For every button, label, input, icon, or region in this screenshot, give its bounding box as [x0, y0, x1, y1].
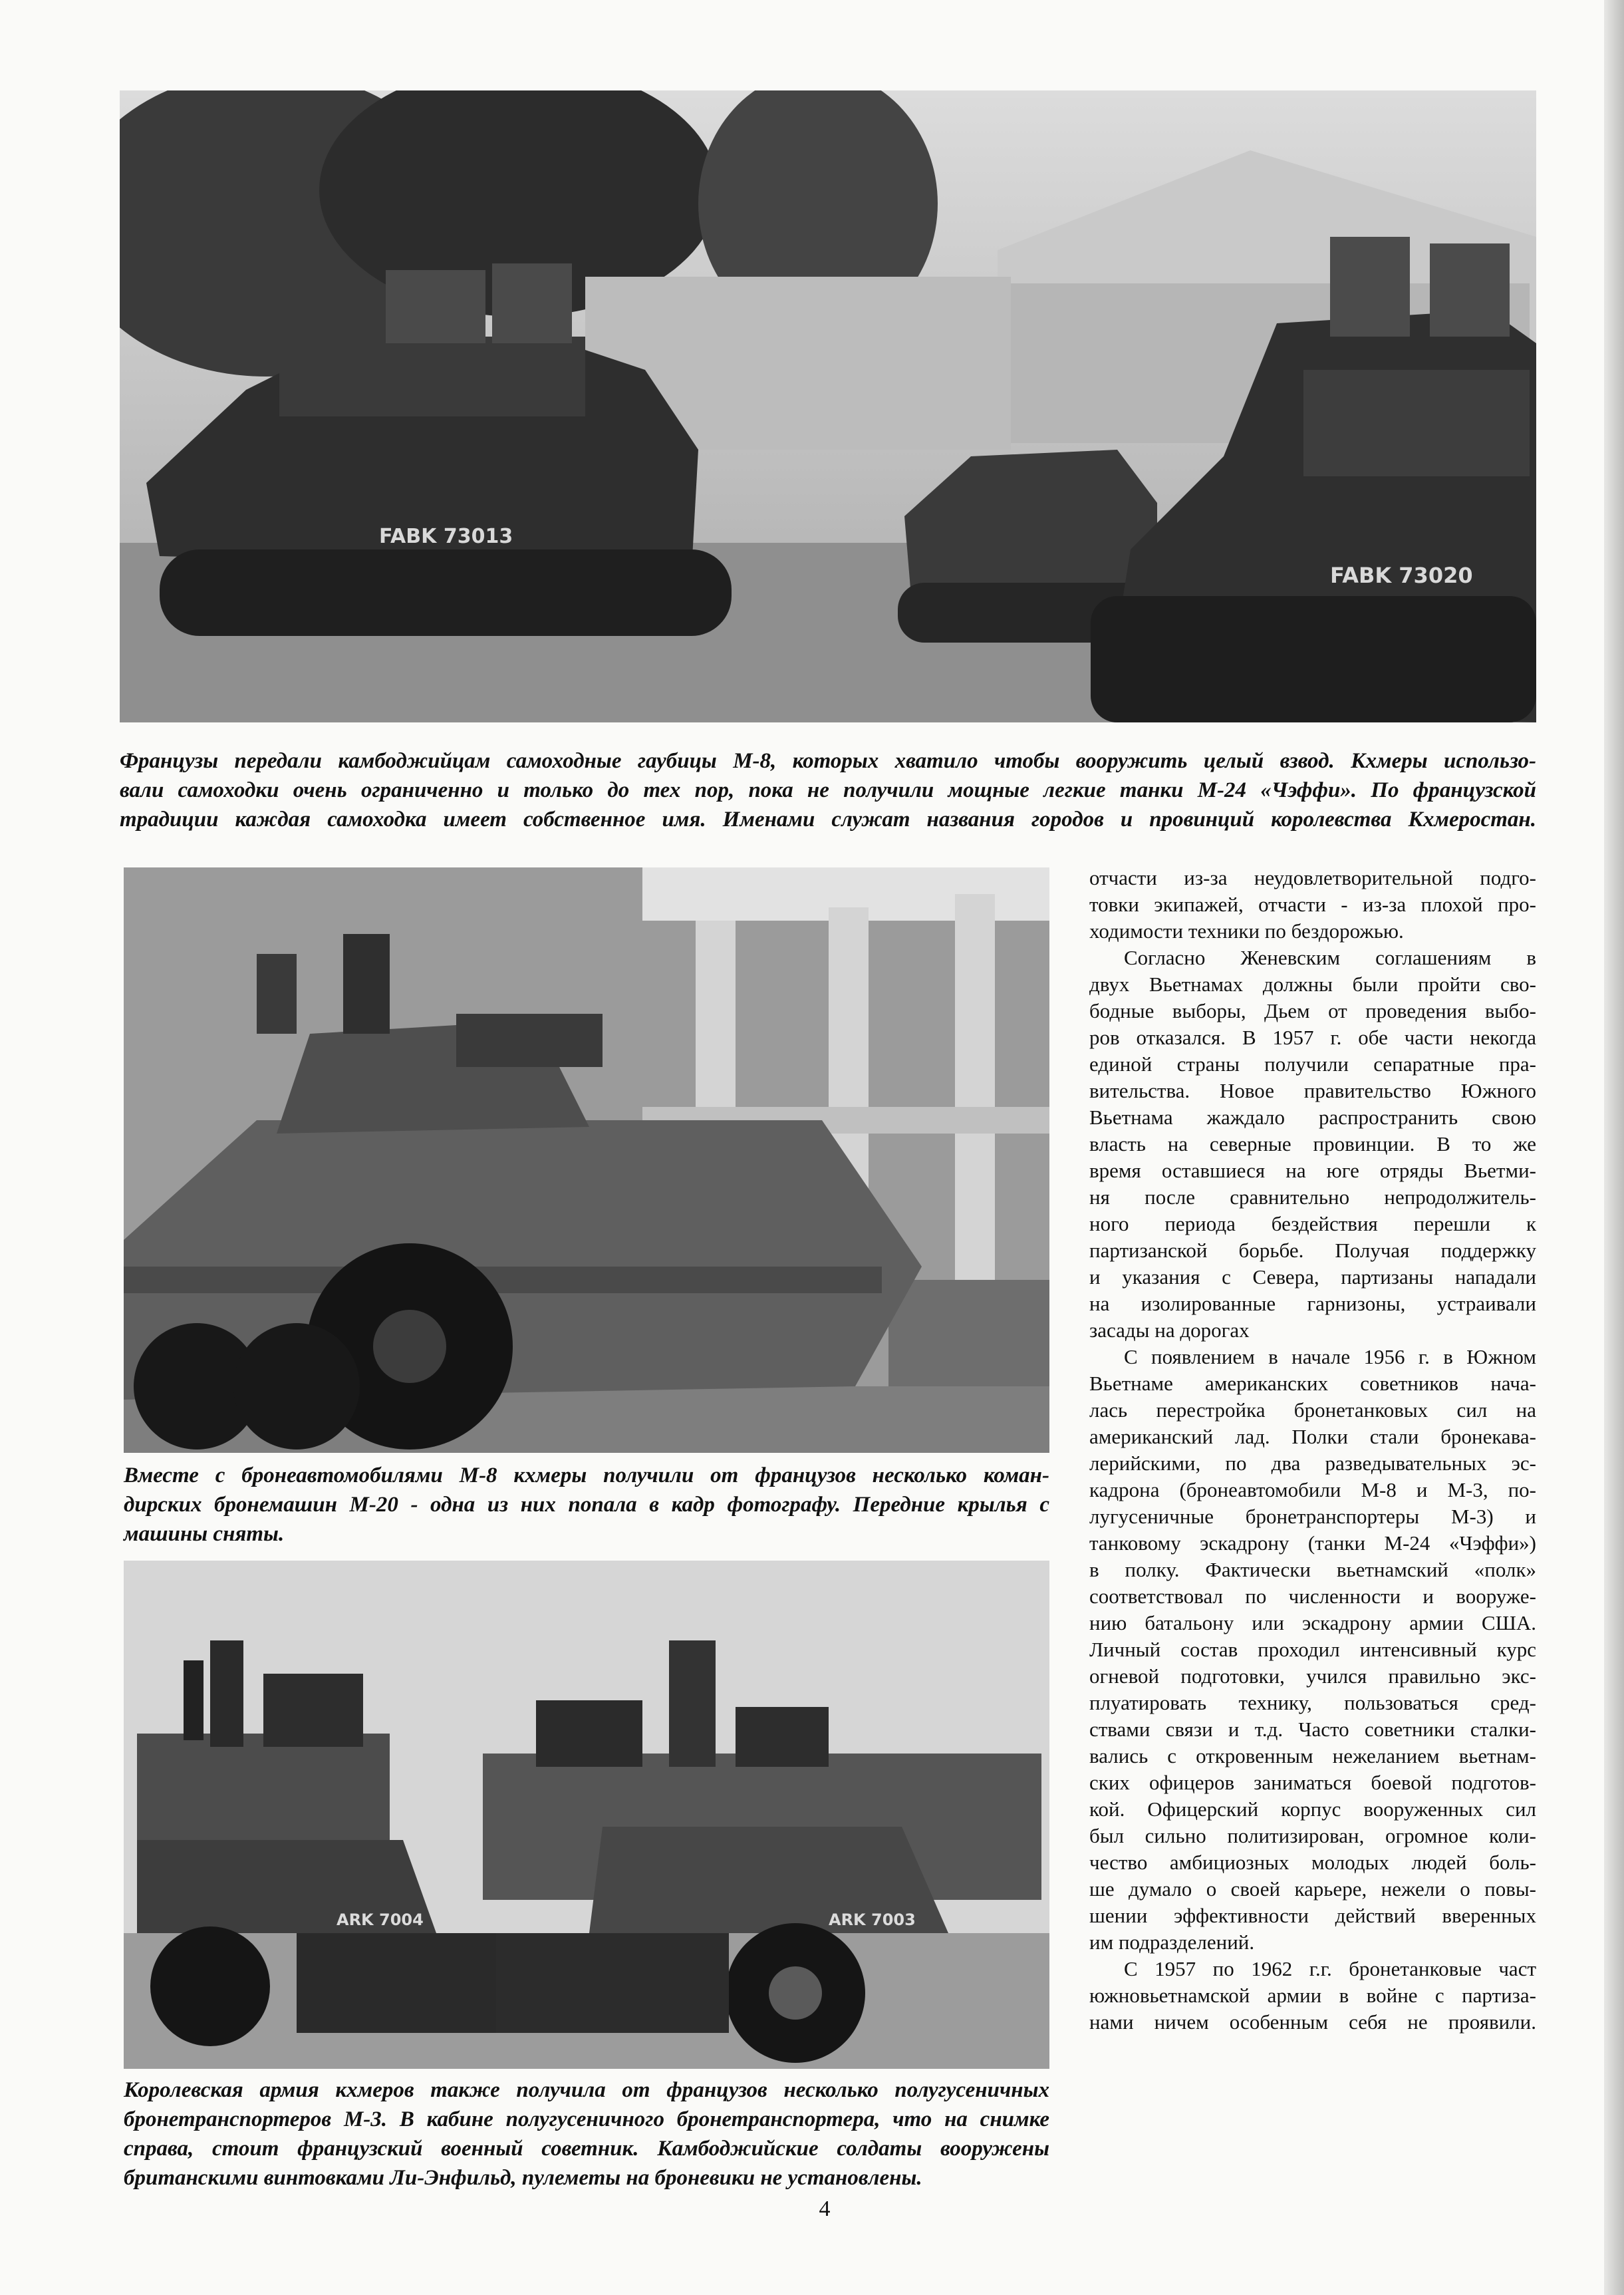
text-line: Вьетнаме американских советников нача- — [1089, 1372, 1536, 1395]
paragraph — [1089, 945, 1536, 1344]
text-line: засады на дорогах — [1089, 1318, 1250, 1342]
caption-line: машины сняты. — [124, 1522, 285, 1546]
caption-line: традиции каждая самоходка имеет собственное имя. Именами служат названия городов и провинций королевства Кхмеростан. — [120, 808, 1536, 832]
text-line: южновьетнамской армии в войне с партиза- — [1089, 1984, 1536, 2007]
text-line: С появлением в начале 1956 г. в Южном — [1124, 1345, 1536, 1368]
page-edge — [1604, 0, 1624, 2295]
text-line: власть на северные провинции. В то же — [1089, 1132, 1536, 1155]
caption-line: Вместе с бронеавтомобилями М-8 кхмеры получили от французов несколько коман- — [124, 1463, 1049, 1487]
text-line: Вьетнама жаждало распространить свою — [1089, 1106, 1536, 1129]
caption-bottom — [124, 2075, 1049, 2193]
text-line: нами ничем особенным себя не проявили. — [1089, 2010, 1536, 2034]
text-line: и указания с Севера, партизаны нападали — [1089, 1265, 1536, 1289]
text-line: американский лад. Полки стали бронекава- — [1089, 1425, 1536, 1448]
text-line: время оставшиеся на юге отряды Вьетми- — [1089, 1159, 1536, 1182]
photo-m8-howitzers-parade — [120, 90, 1536, 722]
plate-left: ARK 7004 — [337, 1911, 424, 1929]
text-line: соответствовал по численности и вооруже- — [1089, 1585, 1536, 1608]
plate-right: ARK 7003 — [829, 1911, 916, 1929]
text-line: лугусеничные бронетранспортеры М-3) и — [1089, 1505, 1536, 1528]
text-line: на изолированные гарнизоны, устраивали — [1089, 1292, 1536, 1315]
caption-line: справа, стоит французский военный советник. Камбоджийские солдаты вооружены — [124, 2137, 1049, 2161]
body-text-column — [1089, 865, 1536, 2036]
photo-m20-command-car — [124, 867, 1049, 1453]
text-line: ходимости техники по бездорожью. — [1089, 919, 1404, 943]
text-line: плуатировать технику, пользоваться сред- — [1089, 1691, 1536, 1714]
text-line: ских офицеров заниматься боевой подготов- — [1089, 1771, 1536, 1794]
page-number: 4 — [819, 2197, 831, 2221]
text-line: лерийскими, по два разведывательных эс- — [1089, 1452, 1536, 1475]
text-line: танковому эскадрону (танки М-24 «Чэффи») — [1089, 1531, 1536, 1555]
text-line: нию батальону или эскадрону армии США. — [1089, 1611, 1536, 1634]
text-line: кой. Офицерский корпус вооруженных сил — [1089, 1797, 1536, 1821]
caption-line: Королевская армия кхмеров также получила от французов несколько полугусеничных — [124, 2078, 1049, 2102]
text-line: был сильно политизирован, огромное коли- — [1089, 1824, 1536, 1847]
photo-m3-halftracks — [124, 1561, 1049, 2069]
paragraph — [1089, 865, 1536, 945]
caption-line: вали самоходки очень ограниченно и только до тех пор, пока не получили мощные легкие танки М-24 «Чэффи». По французской — [120, 778, 1536, 802]
caption-line: бронетранспортеров М-3. В кабине полугусеничного бронетранспортера, что на снимке — [124, 2107, 1049, 2131]
caption-top — [120, 746, 1536, 834]
text-line: им подразделений. — [1089, 1930, 1255, 1954]
text-line: Личный состав проходил интенсивный курс — [1089, 1638, 1536, 1661]
text-line: ного периода бездействия перешли к — [1089, 1212, 1536, 1235]
text-line: отчасти из-за неудовлетворительной подго- — [1089, 866, 1536, 889]
text-line: огневой подготовки, учился правильно экс- — [1089, 1664, 1536, 1688]
text-line: чество амбициозных молодых людей боль- — [1089, 1851, 1536, 1874]
text-line: бодные выборы, Дьем от проведения выбо- — [1089, 999, 1536, 1022]
text-line: ше думало о своей карьере, нежели о повы- — [1089, 1877, 1536, 1901]
text-line: двух Вьетнамах должны были пройти сво- — [1089, 973, 1536, 996]
text-line: ня после сравнительно непродолжитель- — [1089, 1185, 1536, 1209]
caption-middle — [124, 1461, 1049, 1549]
text-line: ствами связи и т.д. Часто советники сталки- — [1089, 1718, 1536, 1741]
text-line: партизанской борьбе. Получая поддержку — [1089, 1239, 1536, 1262]
plate-right: FABK 73020 — [1330, 563, 1473, 588]
text-line: кадрона (бронеавтомобили М-8 и М-3, по- — [1089, 1478, 1536, 1501]
caption-line: Французы передали камбоджийцам самоходные гаубицы М-8, которых хватило чтобы вооружить целый взвод. Кхмеры использо- — [120, 749, 1536, 773]
text-line: шении эффективности действий вверенных — [1089, 1904, 1536, 1927]
text-line: товки экипажей, отчасти - из-за плохой про- — [1089, 893, 1536, 916]
caption-line: британскими винтовками Ли-Энфильд, пулеметы на броневики не установлены. — [124, 2166, 922, 2190]
text-line: Согласно Женевским соглашениям в — [1124, 946, 1536, 969]
plate-left: FABK 73013 — [379, 525, 513, 548]
text-line: С 1957 по 1962 г.г. бронетанковые част — [1124, 1957, 1536, 1980]
paragraph — [1089, 1956, 1536, 2036]
paragraph — [1089, 1344, 1536, 1956]
text-line: в полку. Фактически вьетнамский «полк» — [1089, 1558, 1536, 1581]
text-line: ров отказался. В 1957 г. обе части некогда — [1089, 1026, 1536, 1049]
text-line: единой страны получили сепаратные пра- — [1089, 1052, 1536, 1076]
caption-line: дирских бронемашин М-20 - одна из них попала в кадр фотографу. Передние крылья с — [124, 1493, 1049, 1517]
text-line: вительства. Новое правительство Южного — [1089, 1079, 1536, 1102]
text-line: вались с откровенным нежеланием вьетнам- — [1089, 1744, 1536, 1767]
text-line: лась перестройка бронетанковых сил на — [1089, 1398, 1536, 1422]
